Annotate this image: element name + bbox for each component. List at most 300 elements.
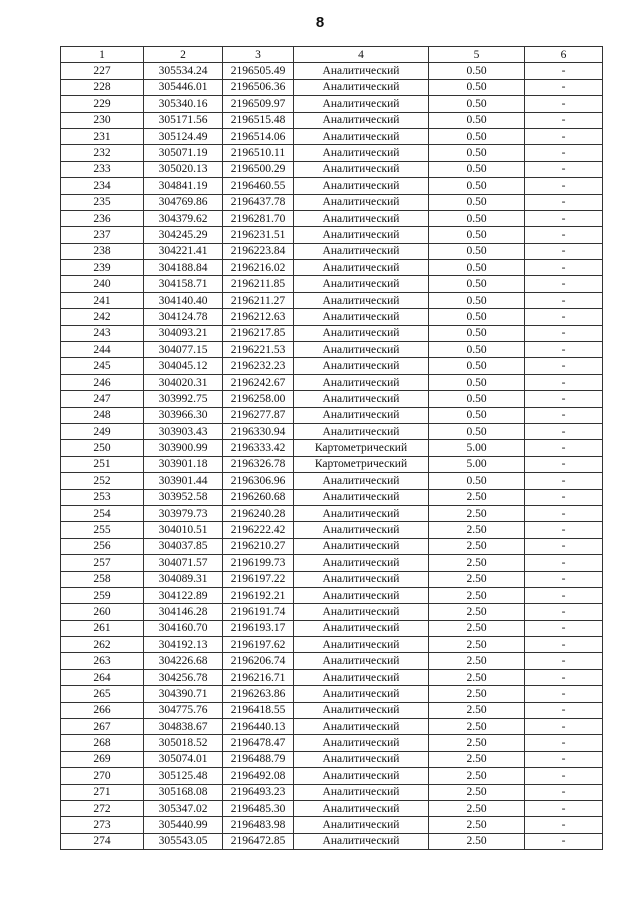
x-coordinate-cell: 304093.21 (144, 325, 223, 341)
method-cell: Аналитический (294, 751, 429, 767)
x-coordinate-cell: 304122.89 (144, 587, 223, 603)
y-coordinate-cell: 2196197.22 (223, 571, 294, 587)
table-row (61, 751, 603, 767)
x-coordinate-cell: 304379.62 (144, 210, 223, 226)
note-cell: - (525, 128, 603, 144)
coordinates-table (60, 46, 603, 850)
table-row (61, 719, 603, 735)
note-cell: - (525, 735, 603, 751)
method-cell: Аналитический (294, 407, 429, 423)
accuracy-cell: 0.50 (429, 145, 525, 161)
table-row (61, 342, 603, 358)
y-coordinate-cell: 2196258.00 (223, 391, 294, 407)
accuracy-cell: 2.50 (429, 817, 525, 833)
point-number-cell: 270 (61, 768, 144, 784)
table-row (61, 423, 603, 439)
table-row (61, 555, 603, 571)
method-cell: Аналитический (294, 669, 429, 685)
note-cell: - (525, 358, 603, 374)
column-header: 5 (429, 47, 525, 63)
table-body (61, 63, 603, 850)
y-coordinate-cell: 2196440.13 (223, 719, 294, 735)
x-coordinate-cell: 304390.71 (144, 686, 223, 702)
method-cell: Аналитический (294, 161, 429, 177)
table-row (61, 833, 603, 849)
y-coordinate-cell: 2196221.53 (223, 342, 294, 358)
table-row (61, 292, 603, 308)
note-cell: - (525, 96, 603, 112)
point-number-cell: 251 (61, 456, 144, 472)
point-number-cell: 245 (61, 358, 144, 374)
method-cell: Аналитический (294, 276, 429, 292)
y-coordinate-cell: 2196216.71 (223, 669, 294, 685)
table-row (61, 374, 603, 390)
table-row (61, 620, 603, 636)
accuracy-cell: 0.50 (429, 161, 525, 177)
y-coordinate-cell: 2196515.48 (223, 112, 294, 128)
method-cell: Аналитический (294, 620, 429, 636)
note-cell: - (525, 604, 603, 620)
method-cell: Аналитический (294, 243, 429, 259)
accuracy-cell: 0.50 (429, 63, 525, 79)
method-cell: Картометрический (294, 440, 429, 456)
x-coordinate-cell: 304089.31 (144, 571, 223, 587)
point-number-cell: 239 (61, 260, 144, 276)
table-row (61, 522, 603, 538)
method-cell: Аналитический (294, 702, 429, 718)
x-coordinate-cell: 303979.73 (144, 505, 223, 521)
y-coordinate-cell: 2196437.78 (223, 194, 294, 210)
table-row (61, 587, 603, 603)
y-coordinate-cell: 2196232.23 (223, 358, 294, 374)
note-cell: - (525, 309, 603, 325)
point-number-cell: 256 (61, 538, 144, 554)
accuracy-cell: 0.50 (429, 276, 525, 292)
table-row (61, 391, 603, 407)
y-coordinate-cell: 2196326.78 (223, 456, 294, 472)
note-cell: - (525, 538, 603, 554)
table-row (61, 604, 603, 620)
point-number-cell: 228 (61, 79, 144, 95)
point-number-cell: 241 (61, 292, 144, 308)
y-coordinate-cell: 2196199.73 (223, 555, 294, 571)
accuracy-cell: 2.50 (429, 587, 525, 603)
x-coordinate-cell: 305171.56 (144, 112, 223, 128)
note-cell: - (525, 620, 603, 636)
x-coordinate-cell: 304221.41 (144, 243, 223, 259)
x-coordinate-cell: 305074.01 (144, 751, 223, 767)
method-cell: Аналитический (294, 505, 429, 521)
note-cell: - (525, 112, 603, 128)
note-cell: - (525, 79, 603, 95)
accuracy-cell: 2.50 (429, 620, 525, 636)
y-coordinate-cell: 2196216.02 (223, 260, 294, 276)
note-cell: - (525, 587, 603, 603)
x-coordinate-cell: 303966.30 (144, 407, 223, 423)
accuracy-cell: 0.50 (429, 358, 525, 374)
table-row (61, 407, 603, 423)
y-coordinate-cell: 2196488.79 (223, 751, 294, 767)
note-cell: - (525, 292, 603, 308)
x-coordinate-cell: 304226.68 (144, 653, 223, 669)
method-cell: Аналитический (294, 423, 429, 439)
accuracy-cell: 2.50 (429, 489, 525, 505)
accuracy-cell: 2.50 (429, 604, 525, 620)
note-cell: - (525, 817, 603, 833)
y-coordinate-cell: 2196191.74 (223, 604, 294, 620)
point-number-cell: 234 (61, 178, 144, 194)
y-coordinate-cell: 2196240.28 (223, 505, 294, 521)
x-coordinate-cell: 305543.05 (144, 833, 223, 849)
note-cell: - (525, 342, 603, 358)
y-coordinate-cell: 2196217.85 (223, 325, 294, 341)
method-cell: Аналитический (294, 768, 429, 784)
note-cell: - (525, 800, 603, 816)
method-cell: Аналитический (294, 358, 429, 374)
accuracy-cell: 0.50 (429, 374, 525, 390)
accuracy-cell: 0.50 (429, 96, 525, 112)
method-cell: Аналитический (294, 63, 429, 79)
y-coordinate-cell: 2196460.55 (223, 178, 294, 194)
x-coordinate-cell: 304245.29 (144, 227, 223, 243)
x-coordinate-cell: 304192.13 (144, 637, 223, 653)
method-cell: Аналитический (294, 309, 429, 325)
method-cell: Аналитический (294, 178, 429, 194)
note-cell: - (525, 276, 603, 292)
x-coordinate-cell: 305124.49 (144, 128, 223, 144)
accuracy-cell: 0.50 (429, 473, 525, 489)
point-number-cell: 252 (61, 473, 144, 489)
note-cell: - (525, 243, 603, 259)
table-row (61, 817, 603, 833)
point-number-cell: 257 (61, 555, 144, 571)
point-number-cell: 231 (61, 128, 144, 144)
note-cell: - (525, 784, 603, 800)
accuracy-cell: 2.50 (429, 800, 525, 816)
point-number-cell: 242 (61, 309, 144, 325)
method-cell: Аналитический (294, 833, 429, 849)
accuracy-cell: 2.50 (429, 735, 525, 751)
accuracy-cell: 2.50 (429, 571, 525, 587)
y-coordinate-cell: 2196192.21 (223, 587, 294, 603)
note-cell: - (525, 227, 603, 243)
point-number-cell: 266 (61, 702, 144, 718)
point-number-cell: 274 (61, 833, 144, 849)
column-header: 6 (525, 47, 603, 63)
x-coordinate-cell: 304838.67 (144, 719, 223, 735)
table-row (61, 63, 603, 79)
note-cell: - (525, 571, 603, 587)
point-number-cell: 254 (61, 505, 144, 521)
point-number-cell: 232 (61, 145, 144, 161)
note-cell: - (525, 194, 603, 210)
table-row (61, 325, 603, 341)
y-coordinate-cell: 2196277.87 (223, 407, 294, 423)
accuracy-cell: 2.50 (429, 719, 525, 735)
table-row (61, 79, 603, 95)
method-cell: Аналитический (294, 653, 429, 669)
x-coordinate-cell: 305071.19 (144, 145, 223, 161)
page-number: 8 (315, 14, 325, 31)
table-row (61, 440, 603, 456)
method-cell: Аналитический (294, 719, 429, 735)
point-number-cell: 229 (61, 96, 144, 112)
point-number-cell: 255 (61, 522, 144, 538)
accuracy-cell: 0.50 (429, 309, 525, 325)
note-cell: - (525, 456, 603, 472)
note-cell: - (525, 489, 603, 505)
note-cell: - (525, 325, 603, 341)
accuracy-cell: 0.50 (429, 194, 525, 210)
y-coordinate-cell: 2196483.98 (223, 817, 294, 833)
x-coordinate-cell: 305446.01 (144, 79, 223, 95)
note-cell: - (525, 719, 603, 735)
accuracy-cell: 5.00 (429, 456, 525, 472)
accuracy-cell: 2.50 (429, 669, 525, 685)
point-number-cell: 233 (61, 161, 144, 177)
method-cell: Аналитический (294, 374, 429, 390)
x-coordinate-cell: 303900.99 (144, 440, 223, 456)
point-number-cell: 227 (61, 63, 144, 79)
x-coordinate-cell: 304071.57 (144, 555, 223, 571)
table-row (61, 210, 603, 226)
table-row (61, 653, 603, 669)
table-row (61, 473, 603, 489)
method-cell: Аналитический (294, 604, 429, 620)
table-row (61, 112, 603, 128)
accuracy-cell: 2.50 (429, 686, 525, 702)
accuracy-cell: 5.00 (429, 440, 525, 456)
note-cell: - (525, 833, 603, 849)
y-coordinate-cell: 2196333.42 (223, 440, 294, 456)
x-coordinate-cell: 304158.71 (144, 276, 223, 292)
y-coordinate-cell: 2196211.27 (223, 292, 294, 308)
accuracy-cell: 0.50 (429, 325, 525, 341)
method-cell: Аналитический (294, 686, 429, 702)
method-cell: Аналитический (294, 194, 429, 210)
y-coordinate-cell: 2196231.51 (223, 227, 294, 243)
column-header: 3 (223, 47, 294, 63)
x-coordinate-cell: 304045.12 (144, 358, 223, 374)
x-coordinate-cell: 303901.44 (144, 473, 223, 489)
method-cell: Аналитический (294, 128, 429, 144)
point-number-cell: 235 (61, 194, 144, 210)
accuracy-cell: 2.50 (429, 505, 525, 521)
method-cell: Аналитический (294, 210, 429, 226)
x-coordinate-cell: 304140.40 (144, 292, 223, 308)
point-number-cell: 262 (61, 637, 144, 653)
method-cell: Аналитический (294, 571, 429, 587)
method-cell: Картометрический (294, 456, 429, 472)
y-coordinate-cell: 2196212.63 (223, 309, 294, 325)
point-number-cell: 237 (61, 227, 144, 243)
table-row (61, 637, 603, 653)
note-cell: - (525, 440, 603, 456)
point-number-cell: 258 (61, 571, 144, 587)
y-coordinate-cell: 2196493.23 (223, 784, 294, 800)
x-coordinate-cell: 304256.78 (144, 669, 223, 685)
point-number-cell: 247 (61, 391, 144, 407)
accuracy-cell: 2.50 (429, 653, 525, 669)
y-coordinate-cell: 2196193.17 (223, 620, 294, 636)
note-cell: - (525, 178, 603, 194)
y-coordinate-cell: 2196281.70 (223, 210, 294, 226)
note-cell: - (525, 473, 603, 489)
note-cell: - (525, 210, 603, 226)
note-cell: - (525, 669, 603, 685)
table-row (61, 784, 603, 800)
point-number-cell: 230 (61, 112, 144, 128)
x-coordinate-cell: 304077.15 (144, 342, 223, 358)
method-cell: Аналитический (294, 473, 429, 489)
note-cell: - (525, 161, 603, 177)
note-cell: - (525, 423, 603, 439)
method-cell: Аналитический (294, 735, 429, 751)
point-number-cell: 265 (61, 686, 144, 702)
note-cell: - (525, 653, 603, 669)
table-row (61, 538, 603, 554)
accuracy-cell: 0.50 (429, 210, 525, 226)
x-coordinate-cell: 305125.48 (144, 768, 223, 784)
accuracy-cell: 0.50 (429, 292, 525, 308)
x-coordinate-cell: 304010.51 (144, 522, 223, 538)
table-row (61, 227, 603, 243)
x-coordinate-cell: 304124.78 (144, 309, 223, 325)
point-number-cell: 238 (61, 243, 144, 259)
table-row (61, 456, 603, 472)
point-number-cell: 250 (61, 440, 144, 456)
method-cell: Аналитический (294, 555, 429, 571)
accuracy-cell: 0.50 (429, 79, 525, 95)
y-coordinate-cell: 2196260.68 (223, 489, 294, 505)
method-cell: Аналитический (294, 96, 429, 112)
accuracy-cell: 0.50 (429, 260, 525, 276)
accuracy-cell: 0.50 (429, 423, 525, 439)
point-number-cell: 267 (61, 719, 144, 735)
point-number-cell: 273 (61, 817, 144, 833)
y-coordinate-cell: 2196222.42 (223, 522, 294, 538)
method-cell: Аналитический (294, 325, 429, 341)
y-coordinate-cell: 2196330.94 (223, 423, 294, 439)
method-cell: Аналитический (294, 292, 429, 308)
x-coordinate-cell: 303903.43 (144, 423, 223, 439)
note-cell: - (525, 260, 603, 276)
table-row (61, 686, 603, 702)
point-number-cell: 271 (61, 784, 144, 800)
point-number-cell: 261 (61, 620, 144, 636)
x-coordinate-cell: 304037.85 (144, 538, 223, 554)
method-cell: Аналитический (294, 342, 429, 358)
x-coordinate-cell: 305340.16 (144, 96, 223, 112)
column-header: 1 (61, 47, 144, 63)
x-coordinate-cell: 304160.70 (144, 620, 223, 636)
y-coordinate-cell: 2196485.30 (223, 800, 294, 816)
note-cell: - (525, 522, 603, 538)
table-row (61, 735, 603, 751)
point-number-cell: 249 (61, 423, 144, 439)
accuracy-cell: 0.50 (429, 407, 525, 423)
method-cell: Аналитический (294, 79, 429, 95)
method-cell: Аналитический (294, 391, 429, 407)
accuracy-cell: 2.50 (429, 784, 525, 800)
point-number-cell: 248 (61, 407, 144, 423)
note-cell: - (525, 702, 603, 718)
accuracy-cell: 0.50 (429, 128, 525, 144)
accuracy-cell: 0.50 (429, 342, 525, 358)
note-cell: - (525, 555, 603, 571)
method-cell: Аналитический (294, 587, 429, 603)
point-number-cell: 269 (61, 751, 144, 767)
table-row (61, 309, 603, 325)
x-coordinate-cell: 303901.18 (144, 456, 223, 472)
method-cell: Аналитический (294, 538, 429, 554)
accuracy-cell: 2.50 (429, 538, 525, 554)
table-row (61, 128, 603, 144)
point-number-cell: 263 (61, 653, 144, 669)
y-coordinate-cell: 2196509.97 (223, 96, 294, 112)
point-number-cell: 240 (61, 276, 144, 292)
note-cell: - (525, 63, 603, 79)
table-row (61, 161, 603, 177)
note-cell: - (525, 374, 603, 390)
x-coordinate-cell: 305534.24 (144, 63, 223, 79)
accuracy-cell: 2.50 (429, 702, 525, 718)
table-row (61, 260, 603, 276)
method-cell: Аналитический (294, 800, 429, 816)
x-coordinate-cell: 304146.28 (144, 604, 223, 620)
accuracy-cell: 0.50 (429, 391, 525, 407)
table-row (61, 702, 603, 718)
note-cell: - (525, 391, 603, 407)
x-coordinate-cell: 303992.75 (144, 391, 223, 407)
table-row (61, 276, 603, 292)
method-cell: Аналитический (294, 112, 429, 128)
y-coordinate-cell: 2196242.67 (223, 374, 294, 390)
y-coordinate-cell: 2196506.36 (223, 79, 294, 95)
x-coordinate-cell: 305347.02 (144, 800, 223, 816)
method-cell: Аналитический (294, 260, 429, 276)
method-cell: Аналитический (294, 637, 429, 653)
column-header: 2 (144, 47, 223, 63)
x-coordinate-cell: 305168.08 (144, 784, 223, 800)
table-row (61, 358, 603, 374)
table-row (61, 505, 603, 521)
point-number-cell: 259 (61, 587, 144, 603)
method-cell: Аналитический (294, 522, 429, 538)
table-row (61, 489, 603, 505)
method-cell: Аналитический (294, 784, 429, 800)
x-coordinate-cell: 305020.13 (144, 161, 223, 177)
column-header: 4 (294, 47, 429, 63)
table-header (61, 47, 603, 63)
point-number-cell: 268 (61, 735, 144, 751)
point-number-cell: 253 (61, 489, 144, 505)
method-cell: Аналитический (294, 227, 429, 243)
note-cell: - (525, 751, 603, 767)
note-cell: - (525, 407, 603, 423)
y-coordinate-cell: 2196206.74 (223, 653, 294, 669)
table-row (61, 194, 603, 210)
y-coordinate-cell: 2196211.85 (223, 276, 294, 292)
y-coordinate-cell: 2196223.84 (223, 243, 294, 259)
table-row (61, 768, 603, 784)
accuracy-cell: 2.50 (429, 555, 525, 571)
table-row (61, 800, 603, 816)
table-row (61, 96, 603, 112)
y-coordinate-cell: 2196500.29 (223, 161, 294, 177)
point-number-cell: 246 (61, 374, 144, 390)
accuracy-cell: 2.50 (429, 768, 525, 784)
